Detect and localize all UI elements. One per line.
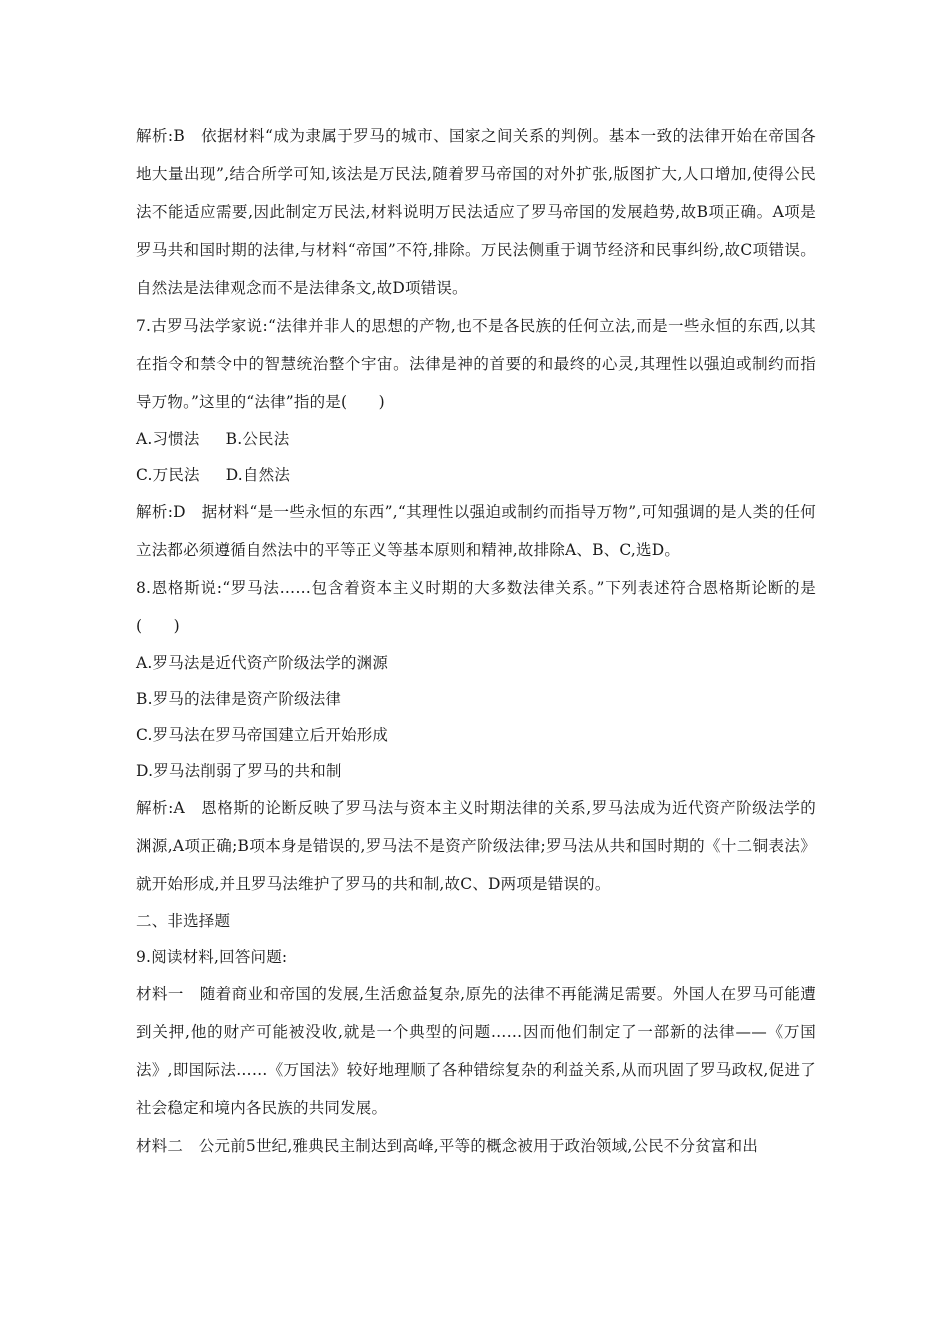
question-8-analysis: 解析:A 恩格斯的论断反映了罗马法与资本主义时期法律的关系,罗马法成为近代资产阶级法学的渊源,A项正确;B项本身是错误的,罗马法不是资产阶级法律;罗马法从共和国时期的《十二铜表法》就开始形成,并且罗马法维护了罗马的共和制,故C、D两项是错误的。 bbox=[136, 799, 816, 893]
question-7-options-row-2 bbox=[136, 457, 816, 493]
question-7-options-row-1 bbox=[136, 421, 816, 457]
question-8-option-a: A.罗马法是近代资产阶级法学的渊源 bbox=[136, 654, 389, 672]
question-7-stem: 7.古罗马法学家说:“法律并非人的思想的产物,也不是各民族的任何立法,而是一些永恒的东西,以其在指令和禁令中的智慧统治整个宇宙。法律是神的首要的和最终的心灵,其理性以强迫或制约而指导万物。”这里的“法律”指的是( ) bbox=[136, 317, 816, 411]
question-7-option-b: B.公民法 bbox=[225, 430, 290, 448]
question-8-option-b: B.罗马的法律是资产阶级法律 bbox=[136, 690, 342, 708]
question-9-material-1: 材料一 随着商业和帝国的发展,生活愈益复杂,原先的法律不再能满足需要。外国人在罗马可能遭到关押,他的财产可能被没收,就是一个典型的问题……因而他们制定了一部新的法律——《万国法》,即国际法……《万国法》较好地理顺了各种错综复杂的利益关系,从而巩固了罗马政权,促进了社会稳定和境内各民族的共同发展。 bbox=[136, 985, 816, 1117]
section-title: 二、非选择题 bbox=[136, 912, 231, 930]
question-7-option-a: A.习惯法 bbox=[136, 430, 200, 448]
question-7-option-c: C.万民法 bbox=[136, 466, 200, 484]
analysis-question-6: 解析:B 依据材料“成为隶属于罗马的城市、国家之间关系的判例。基本一致的法律开始在帝国各地大量出现”,结合所学可知,该法是万民法,随着罗马帝国的对外扩张,版图扩大,人口增加,使得公民法不能适应需要,因此制定万民法,材料说明万民法适应了罗马帝国的发展趋势,故B项正确。A项是罗马共和国时期的法律,与材料“帝国”不符,排除。万民法侧重于调节经济和民事纠纷,故C项错误。自然法是法律观念而不是法律条文,故D项错误。 bbox=[136, 127, 816, 297]
question-7-option-d: D.自然法 bbox=[225, 466, 291, 484]
document-page bbox=[136, 117, 816, 1165]
question-8-option-c: C.罗马法在罗马帝国建立后开始形成 bbox=[136, 726, 389, 744]
question-8-option-d: D.罗马法削弱了罗马的共和制 bbox=[136, 762, 342, 780]
question-8-stem: 8.恩格斯说:“罗马法……包含着资本主义时期的大多数法律关系。”下列表述符合恩格斯论断的是( ) bbox=[136, 579, 816, 635]
question-9-stem: 9.阅读材料,回答问题: bbox=[136, 948, 288, 966]
question-9-material-2: 材料二 公元前5世纪,雅典民主制达到高峰,平等的概念被用于政治领域,公民不分贫富和出 bbox=[136, 1137, 759, 1155]
question-7-analysis: 解析:D 据材料“是一些永恒的东西”,“其理性以强迫或制约而指导万物”,可知强调的是人类的任何立法都必须遵循自然法中的平等正义等基本原则和精神,故排除A、B、C,选D。 bbox=[136, 503, 816, 559]
